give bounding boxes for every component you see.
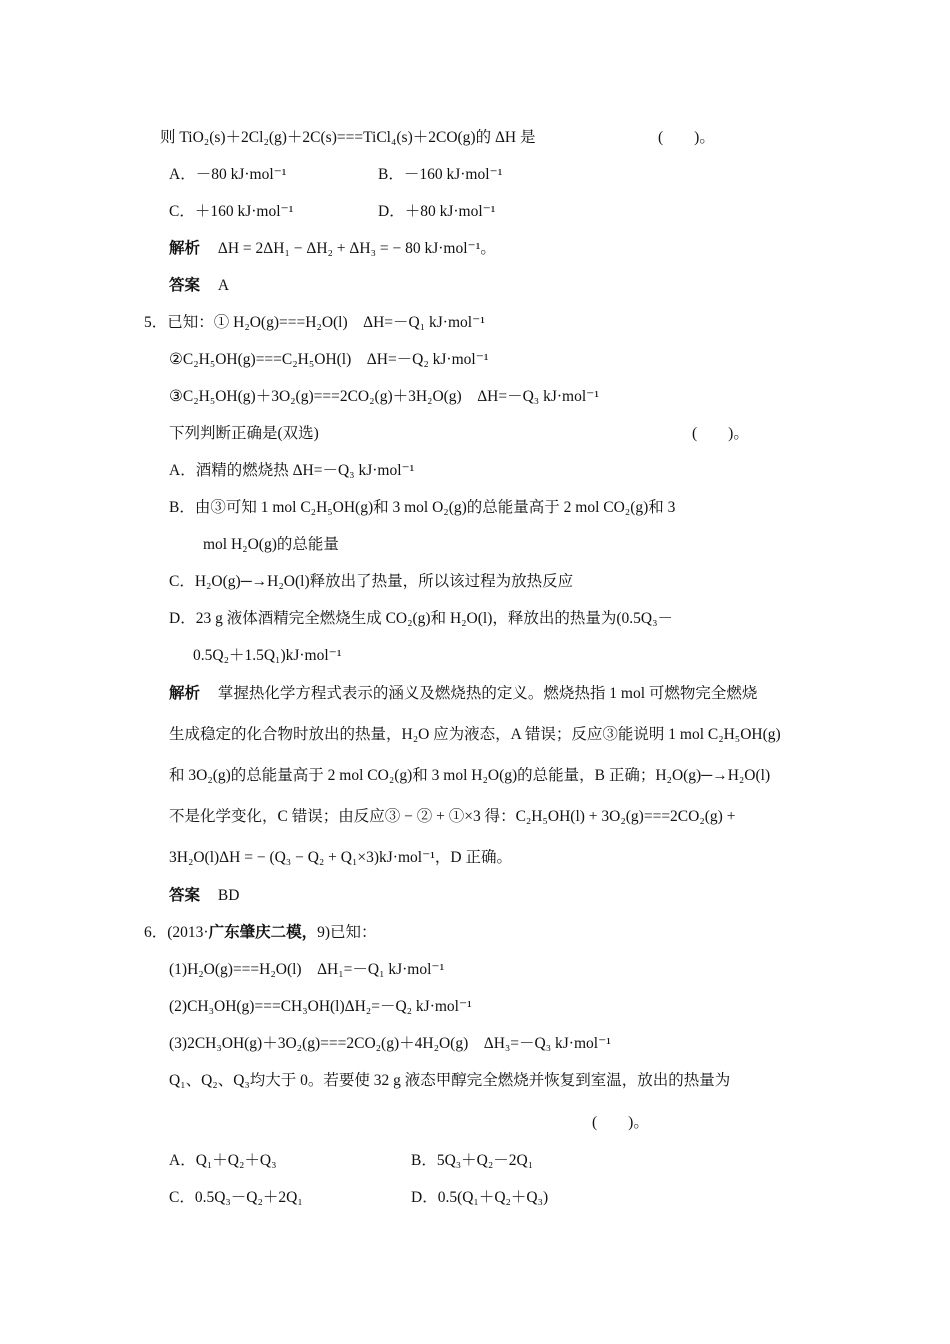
q6-option-c: C．0.5Q₃－Q₂＋2Q₁	[169, 1189, 303, 1206]
q6-source-prefix: (2013·	[167, 924, 209, 941]
q6-eq-1: (1)H₂O(g)===H₂O(l) ΔH₁=－Q₁ kJ·mol⁻¹	[169, 961, 445, 978]
q4-option-c: C．＋160 kJ·mol⁻¹	[169, 203, 294, 220]
q4-answer	[169, 276, 229, 296]
q6-eq-3: (3)2CH₃OH(g)＋3O₂(g)===2CO₂(g)＋4H₂O(g) ΔH₃=－Q₃ kJ·mol⁻¹	[169, 1035, 611, 1052]
q4-option-b: B．－160 kJ·mol⁻¹	[378, 166, 503, 183]
q4-analysis-label: 解析	[169, 240, 201, 257]
q5-analysis-line3: 和 3O₂(g)的总能量高于 2 mol CO₂(g)和 3 mol H₂O(g)的总能量，B 正确；H₂O(g)─→H₂O(l)	[169, 767, 771, 784]
q5-option-b-line2: mol H₂O(g)的总能量	[203, 536, 339, 553]
q5-answer-text: BD	[217, 887, 240, 904]
q4-analysis-text: ΔH = 2ΔH₁ − ΔH₂ + ΔH₃ = − 80 kJ·mol⁻¹。	[217, 240, 496, 257]
q5-option-b-line1: B．由③可知 1 mol C₂H₅OH(g)和 3 mol O₂(g)的总能量高于 2 mol CO₂(g)和 3	[169, 499, 676, 516]
q6-blank: ( )。	[592, 1114, 649, 1131]
q5-option-d-line1: D．23 g 液体酒精完全燃烧生成 CO₂(g)和 H₂O(l)，释放出的热量为(0.5Q₃－	[169, 610, 674, 627]
q5-question: 下列判断正确是(双选)	[169, 425, 319, 442]
q5-analysis-text-1: 掌握热化学方程式表示的涵义及燃烧热的定义。燃烧热指 1 mol 可燃物完全燃烧	[217, 685, 758, 702]
q6-option-a: A．Q₁＋Q₂＋Q₃	[169, 1152, 277, 1169]
q5-option-d-line2: 0.5Q₂＋1.5Q₁)kJ·mol⁻¹	[193, 647, 342, 664]
q5-option-c: C．H₂O(g)─→H₂O(l)释放出了热量，所以该过程为放热反应	[169, 573, 574, 590]
q5-given-1	[144, 313, 485, 333]
q6-header	[144, 923, 377, 943]
q4-answer-label: 答案	[169, 277, 201, 294]
q5-analysis-line2: 生成稳定的化合物时放出的热量，H₂O 应为液态，A 错误；反应③能说明 1 mol C₂H₅OH(g)	[169, 726, 781, 743]
q4-option-a: A．－80 kJ·mol⁻¹	[169, 166, 287, 183]
q4-stem: 则 TiO₂(s)＋2Cl₂(g)＋2C(s)===TiCl₄(s)＋2CO(g)的 ΔH 是	[160, 129, 536, 146]
q4-option-d: D．＋80 kJ·mol⁻¹	[378, 203, 496, 220]
q5-blank: ( )。	[692, 425, 749, 442]
q4-analysis	[169, 239, 496, 259]
q4-blank: ( )。	[658, 129, 715, 146]
q5-given-1-text: 已知：① H₂O(g)===H₂O(l) ΔH=－Q₁ kJ·mol⁻¹	[167, 314, 485, 331]
q5-given-3: ③C₂H₅OH(g)＋3O₂(g)===2CO₂(g)＋3H₂O(g) ΔH=－Q₃ kJ·mol⁻¹	[169, 388, 599, 405]
q6-number: 6．	[144, 924, 168, 941]
q5-analysis-line4: 不是化学变化，C 错误；由反应③ − ② + ①×3 得：C₂H₅OH(l) + 3O₂(g)===2CO₂(g) +	[169, 808, 736, 825]
q5-answer-label: 答案	[169, 887, 201, 904]
q5-analysis-label: 解析	[169, 685, 201, 702]
q6-source-bold: 广东肇庆二模，	[208, 924, 318, 941]
q5-analysis-line5: 3H₂O(l)ΔH = − (Q₃ − Q₂ + Q₁×3)kJ·mol⁻¹，D 正确。	[169, 849, 512, 866]
q6-question: Q₁、Q₂、Q₃均大于 0。若要使 32 g 液态甲醇完全燃烧并恢复到室温，放出的热量为	[169, 1072, 731, 1089]
q5-answer	[169, 886, 239, 906]
q6-option-b: B．5Q₃＋Q₂－2Q₁	[411, 1152, 534, 1169]
q6-source-suffix: 9)已知：	[317, 924, 377, 941]
q6-eq-2: (2)CH₃OH(g)===CH₃OH(l)ΔH₂=－Q₂ kJ·mol⁻¹	[169, 998, 472, 1015]
q5-analysis-line1	[169, 684, 757, 704]
q5-given-2: ②C₂H₅OH(g)===C₂H₅OH(l) ΔH=－Q₂ kJ·mol⁻¹	[169, 351, 489, 368]
q5-number: 5．	[144, 314, 168, 331]
q6-option-d: D．0.5(Q₁＋Q₂＋Q₃)	[411, 1189, 549, 1206]
q4-answer-text: A	[217, 277, 230, 294]
q5-option-a: A．酒精的燃烧热 ΔH=－Q₃ kJ·mol⁻¹	[169, 462, 415, 479]
